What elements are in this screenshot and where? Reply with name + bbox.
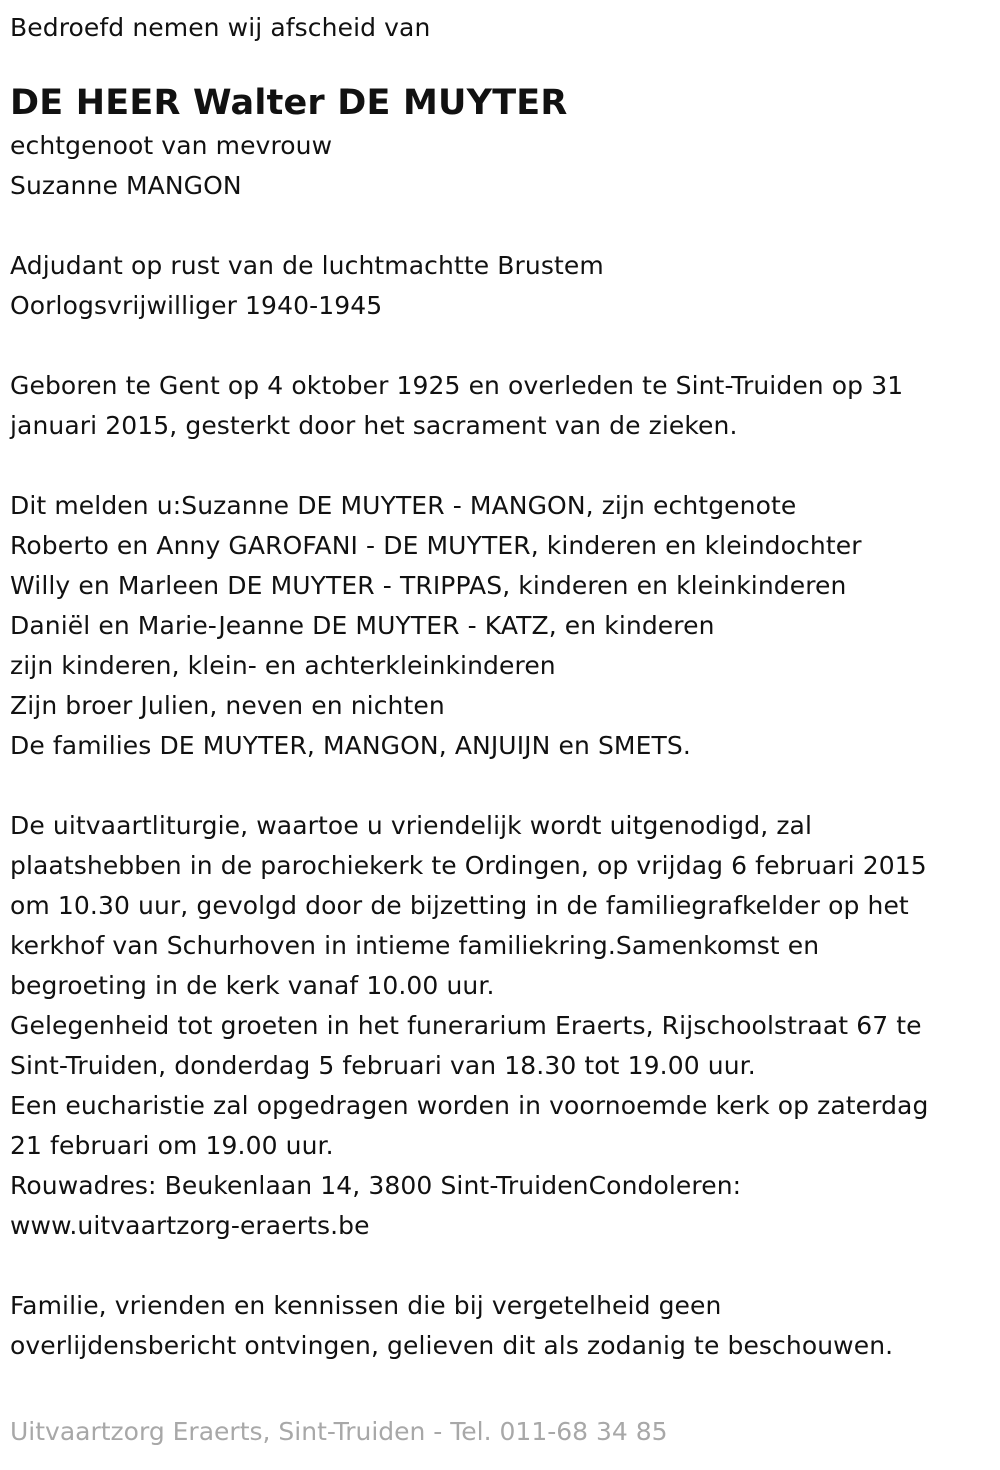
funeral-line: Rouwadres: Beukenlaan 14, 3800 Sint-TruidenCondoleren:: [10, 1171, 742, 1200]
funeral-line: Sint-Truiden, donderdag 5 februari van 18.30 tot 19.00 uur.: [10, 1051, 756, 1080]
funeral-block: [10, 806, 990, 1246]
spouse-line: Suzanne MANGON: [10, 171, 242, 200]
funeral-line: begroeting in de kerk vanaf 10.00 uur.: [10, 971, 495, 1000]
funeral-line: om 10.30 uur, gevolgd door de bijzetting in de familiegrafkelder op het: [10, 891, 909, 920]
title-line: Adjudant op rust van de luchtmachtte Brustem: [10, 251, 604, 280]
funeral-line: De uitvaartliturgie, waartoe u vriendelijk wordt uitgenodigd, zal: [10, 811, 813, 840]
funeral-line: www.uitvaartzorg-eraerts.be: [10, 1211, 370, 1240]
deceased-name: DE HEER Walter DE MUYTER: [10, 83, 568, 123]
funeral-line: kerkhof van Schurhoven in intieme familiekring.Samenkomst en: [10, 931, 820, 960]
birth-death-line: januari 2015, gesterkt door het sacrament van de zieken.: [10, 411, 738, 440]
spouse-line: echtgenoot van mevrouw: [10, 131, 333, 160]
funeral-home-footer: Uitvaartzorg Eraerts, Sint-Truiden - Tel. 011-68 34 85: [10, 1417, 668, 1446]
birth-death-block: [10, 366, 990, 446]
funeral-line: Een eucharistie zal opgedragen worden in voornoemde kerk op zaterdag: [10, 1091, 929, 1120]
family-line: Roberto en Anny GAROFANI - DE MUYTER, kinderen en kleindochter: [10, 531, 862, 560]
closing-line: Familie, vrienden en kennissen die bij vergetelheid geen: [10, 1291, 722, 1320]
family-line: De families DE MUYTER, MANGON, ANJUIJN en SMETS.: [10, 731, 691, 760]
family-line: Daniël en Marie-Jeanne DE MUYTER - KATZ, en kinderen: [10, 611, 715, 640]
family-line: zijn kinderen, klein- en achterkleinkinderen: [10, 651, 556, 680]
title-line: Oorlogsvrijwilliger 1940-1945: [10, 291, 383, 320]
funeral-line: plaatshebben in de parochiekerk te Ordingen, op vrijdag 6 februari 2015: [10, 851, 927, 880]
funeral-line: 21 februari om 19.00 uur.: [10, 1131, 334, 1160]
closing-line: overlijdensbericht ontvingen, gelieven dit als zodanig te beschouwen.: [10, 1331, 894, 1360]
family-line: Willy en Marleen DE MUYTER - TRIPPAS, kinderen en kleinkinderen: [10, 571, 847, 600]
family-block: [10, 486, 990, 766]
intro-text: Bedroefd nemen wij afscheid van: [10, 13, 431, 42]
family-line: Zijn broer Julien, neven en nichten: [10, 691, 445, 720]
titles-block: [10, 246, 990, 326]
closing-block: [10, 1286, 990, 1366]
funeral-line: Gelegenheid tot groeten in het funerarium Eraerts, Rijschoolstraat 67 te: [10, 1011, 922, 1040]
spouse-block: [10, 126, 990, 206]
family-line: Dit melden u:Suzanne DE MUYTER - MANGON, zijn echtgenote: [10, 491, 797, 520]
birth-death-line: Geboren te Gent op 4 oktober 1925 en overleden te Sint-Truiden op 31: [10, 371, 904, 400]
